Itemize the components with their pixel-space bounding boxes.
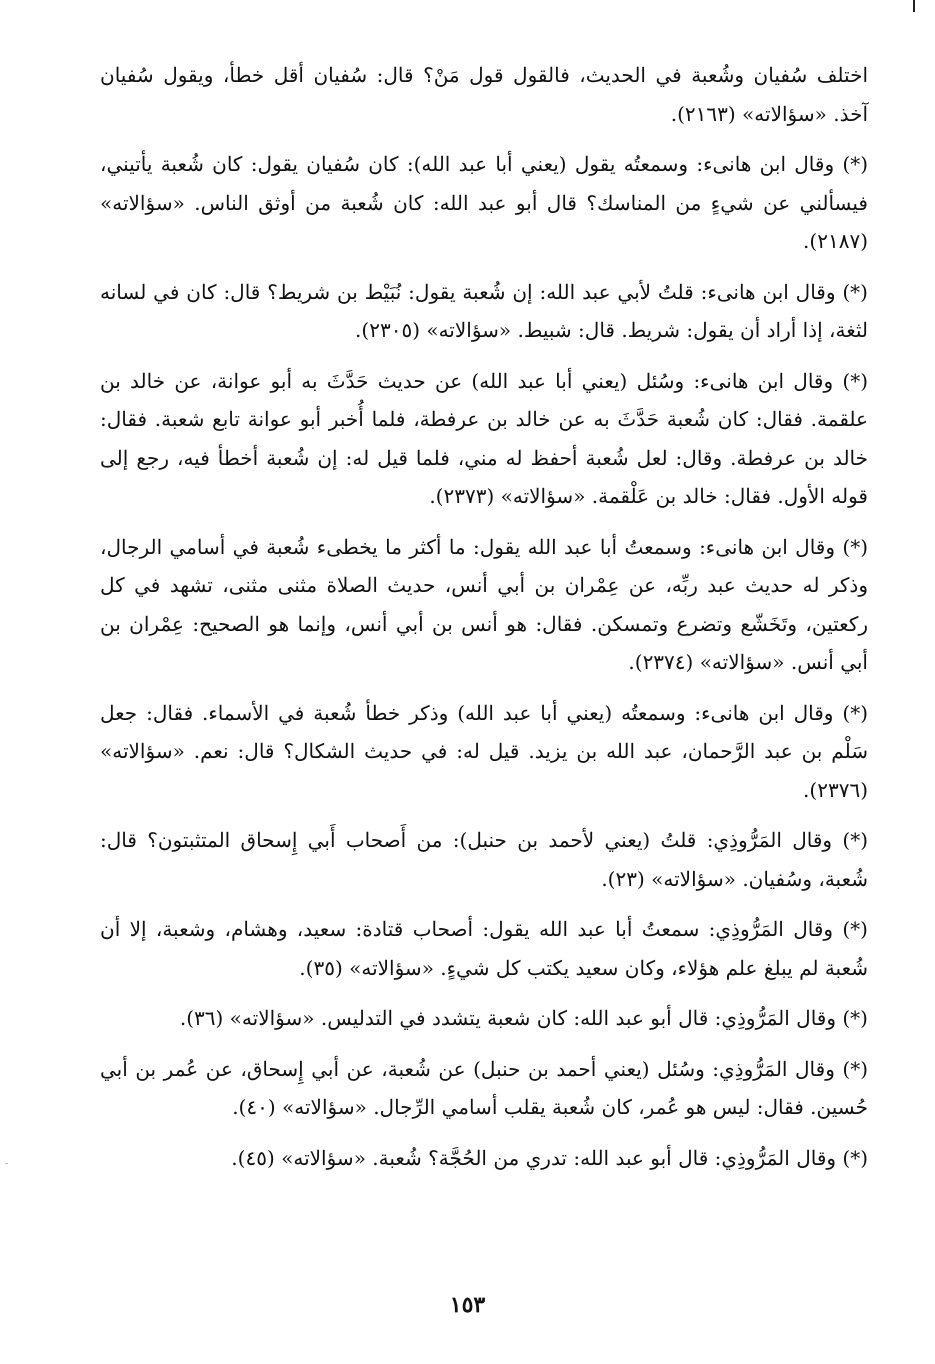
paragraph-2: (*) وقال ابن هانىء: وسمعتُه يقول (يعني أبا عبد الله): كان سُفيان يقول: كان شُعبة يأتيني، فيسألني عن شيءٍ من المناسك؟ قال أبو عبد الله: كان شُعبة من أوثق الناس. «سؤالاته» (٢١٨٧). <box>100 152 869 253</box>
paragraph-3: (*) وقال ابن هانىء: قلتُ لأبي عبد الله: إن شُعبة يقول: نُبَيْط بن شريط؟ قال: كان في لسانه لثغة، إذا أراد أن يقول: شريط. قال: شبيط. «سؤالاته» (٢٣٠٥). <box>100 279 868 342</box>
page-number: ١٥٣ <box>449 1292 486 1318</box>
paragraph-4: (*) وقال ابن هانىء: وسُئل (يعني أبا عبد الله) عن حديث حَدَّثَ به أبو عوانة، عن خالد بن علقمة. فقال: كان شُعبة حَدَّثَ به عن خالد بن عرفطة، فلما أُخبر أبو عوانة تابع شعبة. فقال: خالد بن عرفطة. وقال: لعل شُعبة أحفظ له مني، فلما قيل له: إن شُعبة أخطأ فيه، رجع إلى قوله الأول. فقال: خالد بن عَلْقمة. «سؤالاته» (٢٣٧٣). <box>100 368 868 508</box>
paragraph-1: اختلف سُفيان وشُعبة في الحديث، فالقول قول مَنْ؟ قال: سُفيان أقل خطأ، ويقول سُفيان آخذ. «سؤالاته» (٢١٦٣). <box>100 63 868 126</box>
paragraph-8: (*) وقال المَرُّوذِي: سمعتُ أبا عبد الله يقول: أصحاب قتادة: سعيد، وهشام، وشعبة، إلا أن شُعبة لم يبلغ علم هؤلاء، وكان سعيد يكتب كل شيءٍ. «سؤالاته» (٣٥). <box>100 917 868 980</box>
paragraph-6: (*) وقال ابن هانىء: وسمعتُه (يعني أبا عبد الله) وذكر خطأ شُعبة في الأسماء. فقال: جعل سَلْم بن عبد الرَّحمان، عبد الله بن يزيد. قيل له: في حديث الشكال؟ قال: نعم. «سؤالاته» (٢٣٧٦). <box>100 700 868 802</box>
paragraph-11: (*) وقال المَرُّوذِي: قال أبو عبد الله: تدري من الحُجَّة؟ شُعبة. «سؤالاته» (٤٥). <box>231 1145 868 1170</box>
paragraph-7: (*) وقال المَرُّوذِي: قلتُ (يعني لأحمد بن حنبل): من أَصحاب أَبي إِسحاق المتثبتون؟ قال: شُعبة، وسُفيان. «سؤالاته» (٢٣). <box>100 828 868 891</box>
scan-edge-mark <box>913 0 915 12</box>
body-text <box>100 56 868 1189</box>
paragraph-5: (*) وقال ابن هانىء: وسمعتُ أبا عبد الله يقول: ما أكثر ما يخطىء شُعبة في أسامي الرجال، وذكر له حديث عبد ربِّه، عن عِمْران بن أبي أنس، حديث الصلاة مثنى مثنى، تشهد في كل ركعتين، وتَخَشّع وتضرع وتمسكن. فقال: هو أنس بن أبي أنس، وإنما هو الصحيح: عِمْران بن أبي أنس. «سؤالاته» (٢٣٧٤). <box>100 534 868 674</box>
paragraph-10: (*) وقال المَرُّوذِي: وسُئل (يعني أحمد بن حنبل) عن شُعبة، عن أبي إِسحاق، عن عُمر بن أبي حُسين. فقال: ليس هو عُمر، كان شُعبة يقلب أسامي الرِّجال. «سؤالاته» (٤٠). <box>100 1056 868 1119</box>
paragraph-9: (*) وقال المَرُّوذِي: قال أبو عبد الله: كان شعبة يتشدد في التدليس. «سؤالاته» (٣٦). <box>179 1006 868 1030</box>
scan-speck <box>5 1163 8 1164</box>
